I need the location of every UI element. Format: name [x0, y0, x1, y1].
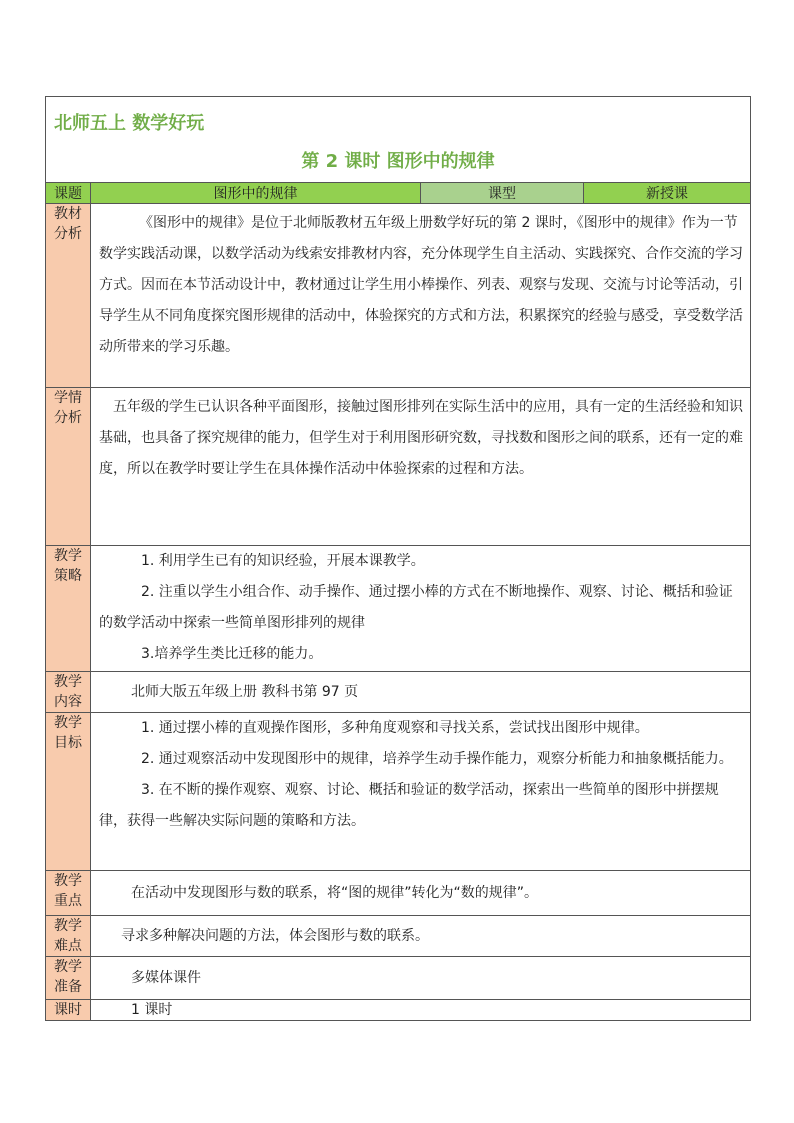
- series-title: 北师五上 数学好玩: [54, 113, 205, 134]
- strategy-cell: [91, 546, 751, 672]
- material-text: 《图形中的规律》是位于北师版教材五年级上册数学好玩的第 2 课时，《图形中的规律》作为一节数学实践活动课，以数学活动为线索安排教材内容，充分体现学生自主活动、实践探究、合作交流的学习方式。因而在本节活动设计中，教材通过让学生用小棒操作、列表、观察与发现、交流与讨论等活动，引导学生从不同角度探究图形规律的活动中，体验探究的方式和方法，积累探究的经验与感受，享受数学活动所带来的学习乐趣。: [99, 215, 743, 355]
- content-row: [46, 672, 751, 713]
- lesson-title: 第 2 课时 图形中的规律: [301, 151, 495, 172]
- list-item: 1. 利用学生已有的知识经验，开展本课教学。: [141, 553, 425, 569]
- key-points-row: [46, 871, 751, 916]
- preparation-label: 教学 准备: [46, 957, 91, 1000]
- list-item: 2. 通过观察活动中发现图形中的规律，培养学生动手操作能力，观察分析能力和抽象概括能力。: [141, 751, 733, 767]
- period-text: 1 课时: [131, 1002, 173, 1018]
- content-cell: [91, 672, 751, 713]
- preparation-cell: [91, 957, 751, 1000]
- period-row: [46, 1000, 751, 1021]
- preparation-row: [46, 957, 751, 1000]
- header-cell: [46, 97, 751, 183]
- key-points-cell: [91, 871, 751, 916]
- student-text: 五年级的学生已认识各种平面图形，接触过图形排列在实际生活中的应用，具有一定的生活经验和知识基础，也具备了探究规律的能力，但学生对于利用图形研究数，寻找数和图形之间的联系，还有一定的难度，所以在教学时要让学生在具体操作活动中体验探索的过程和方法。: [99, 399, 743, 477]
- period-label: 课时: [46, 1000, 91, 1021]
- list-item: 3.培养学生类比迁移的能力。: [141, 646, 323, 662]
- content-label: 教学 内容: [46, 672, 91, 713]
- student-cell: [91, 388, 751, 546]
- type-label: 课型: [421, 183, 584, 204]
- material-label: 教材 分析: [46, 204, 91, 388]
- goals-label: 教学 目标: [46, 713, 91, 871]
- student-label: 学情 分析: [46, 388, 91, 546]
- material-row: [46, 204, 751, 388]
- material-cell: [91, 204, 751, 388]
- list-item: 1. 通过摆小棒的直观操作图形，多种角度观察和寻找关系，尝试找出图形中规律。: [141, 720, 649, 736]
- lesson-plan-table: [45, 96, 751, 1021]
- preparation-text: 多媒体课件: [131, 970, 201, 986]
- strategy-label: 教学 策略: [46, 546, 91, 672]
- goals-row: [46, 713, 751, 871]
- difficulties-cell: [91, 916, 751, 957]
- list-item: 3. 在不断的操作观察、观察、讨论、概括和验证的数学活动，探索出一些简单的图形中拼摆规律，获得一些解决实际问题的策略和方法。: [99, 782, 719, 829]
- student-row: [46, 388, 751, 546]
- list-item: 2. 注重以学生小组合作、动手操作、通过摆小棒的方式在不断地操作、观察、讨论、概括和验证的数学活动中探索一些简单图形排列的规律: [99, 584, 733, 631]
- difficulties-label: 教学 难点: [46, 916, 91, 957]
- key-points-text: 在活动中发现图形与数的联系，将“图的规律”转化为“数的规律”。: [131, 885, 539, 901]
- type-value: 新授课: [584, 183, 751, 204]
- difficulties-text: 寻求多种解决问题的方法，体会图形与数的联系。: [121, 928, 429, 944]
- strategy-row: [46, 546, 751, 672]
- key-points-label: 教学 重点: [46, 871, 91, 916]
- difficulties-row: [46, 916, 751, 957]
- info-row: [46, 183, 751, 204]
- period-cell: [91, 1000, 751, 1021]
- topic-label: 课题: [46, 183, 91, 204]
- goals-cell: [91, 713, 751, 871]
- content-text: 北师大版五年级上册 教科书第 97 页: [131, 684, 359, 700]
- topic-value: 图形中的规律: [91, 183, 421, 204]
